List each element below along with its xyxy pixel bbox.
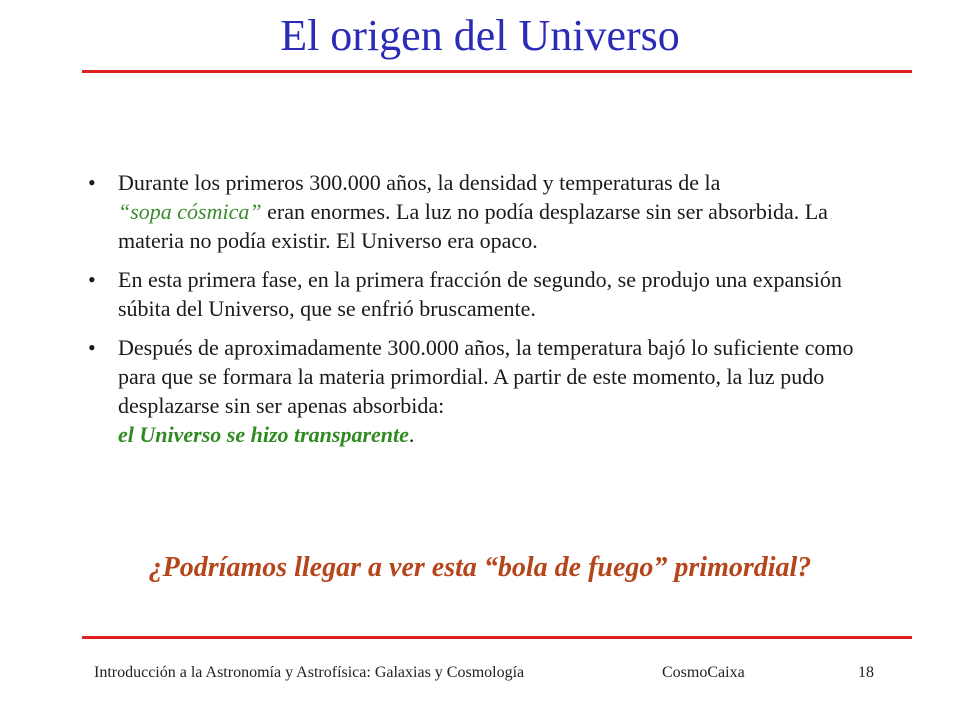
bullet-dot: •: [88, 335, 96, 360]
footer-course: Introducción a la Astronomía y Astrofísica: Galaxias y Cosmología: [94, 664, 525, 681]
closing-question: ¿Podríamos llegar a ver esta “bola de fuego” primordial?: [148, 552, 812, 583]
top-divider: [82, 70, 912, 73]
footer-venue: CosmoCaixa: [662, 664, 745, 681]
bullet-text: En esta primera fase, en la primera fracción de segundo, se produjo una expansión súbita del Universo, que se enfrió bruscamente.: [118, 267, 842, 321]
bullet-item: [84, 168, 884, 255]
bullet-emphasis: “sopa cósmica”: [118, 199, 262, 224]
bullet-emphasis: el Universo se hizo transparente: [118, 422, 409, 447]
bullet-text: Durante los primeros 300.000 años, la densidad y temperaturas de la: [118, 170, 721, 195]
bullet-dot: •: [88, 170, 96, 195]
bottom-divider: [82, 636, 912, 639]
bullet-text-after: eran enormes. La luz no podía desplazarse sin ser absorbida. La materia no podía existir. El Universo era opaco.: [118, 199, 828, 253]
bullet-text: Después de aproximadamente 300.000 años, la temperatura bajó lo suficiente como para que se formara la materia primordial. A partir de este momento, la luz pudo desplazarse sin ser apenas absorbida:: [118, 335, 854, 418]
bullet-text-after: .: [408, 422, 415, 447]
bullet-item: [84, 265, 884, 323]
slide-title: El origen del Universo: [280, 11, 680, 60]
bullet-item: [84, 333, 884, 449]
bullet-list: [84, 168, 884, 459]
bullet-dot: •: [88, 267, 96, 292]
page-number: 18: [858, 664, 874, 681]
